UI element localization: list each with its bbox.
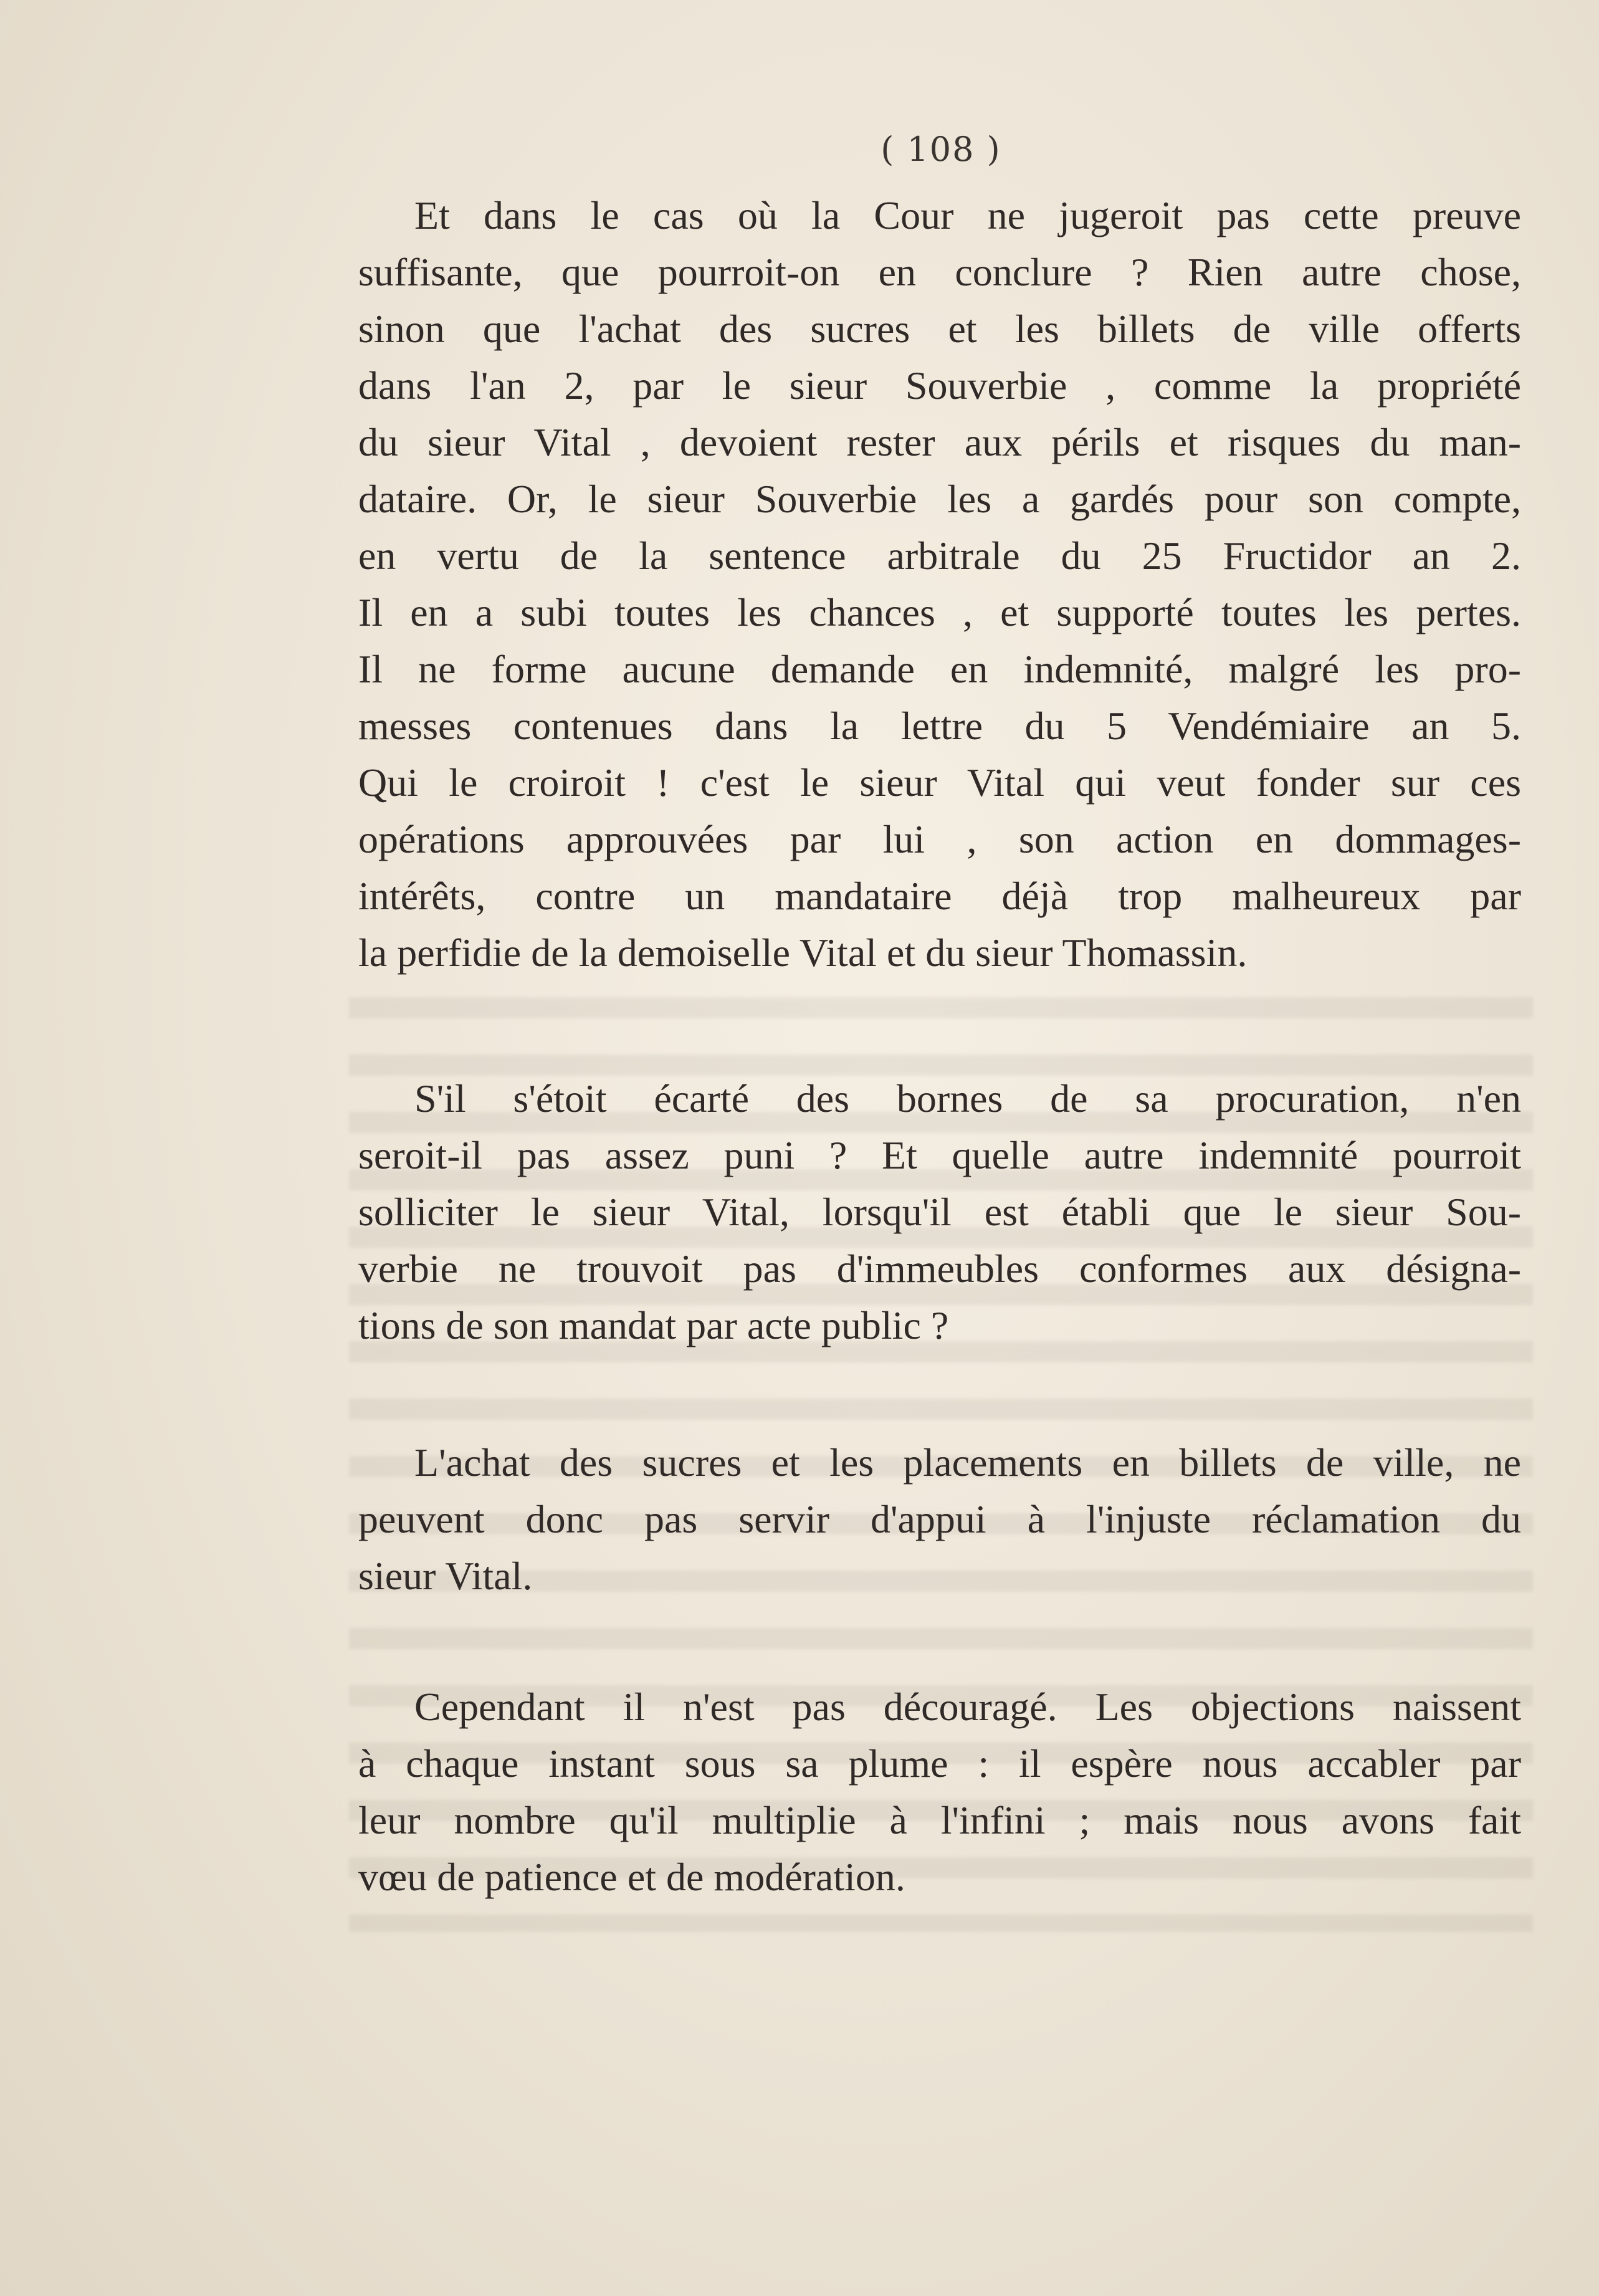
text-line: sieur Vital. [358, 1554, 533, 1598]
text-line: suffisante, que pourroit-on en conclure ? Rien autre chose, [358, 250, 1521, 294]
text-line: à chaque instant sous sa plume : il espère nous accabler par [358, 1741, 1521, 1786]
text-line: Et dans le cas où la Cour ne jugeroit pas cette preuve [414, 193, 1521, 237]
text-line: verbie ne trouvoit pas d'immeubles conformes aux désigna- [358, 1246, 1521, 1291]
text-line: du sieur Vital , devoient rester aux périls et risques du man- [358, 420, 1521, 464]
text-line: intérêts, contre un mandataire déjà trop malheureux par [358, 874, 1521, 918]
text-line: peuvent donc pas servir d'appui à l'injuste réclamation du [358, 1497, 1521, 1541]
text-line: opérations approuvées par lui , son action en dommages- [358, 817, 1521, 861]
text-line: dans l'an 2, par le sieur Souverbie , comme la propriété [358, 363, 1521, 408]
paragraph-2 [358, 1070, 1521, 1354]
text-line: solliciter le sieur Vital, lorsqu'il est établi que le sieur Sou- [358, 1190, 1521, 1234]
text-line: tions de son mandat par acte public ? [358, 1303, 949, 1347]
text-line: dataire. Or, le sieur Souverbie les a gardés pour son compte, [358, 477, 1521, 521]
paragraph-1 [358, 187, 1521, 981]
text-line: seroit-il pas assez puni ? Et quelle autre indemnité pourroit [358, 1133, 1521, 1177]
text-line: vœu de patience et de modération. [358, 1855, 905, 1899]
text-line: messes contenues dans la lettre du 5 Vendémiaire an 5. [358, 704, 1521, 748]
text-line: Qui le croiroit ! c'est le sieur Vital qui veut fonder sur ces [358, 760, 1521, 805]
text-line: L'achat des sucres et les placements en billets de ville, ne [414, 1440, 1521, 1485]
text-line: Cependant il n'est pas découragé. Les objections naissent [414, 1685, 1521, 1729]
page-number: ( 108 ) [881, 130, 1001, 169]
text-line: leur nombre qu'il multiplie à l'infini ; mais nous avons fait [358, 1798, 1521, 1842]
text-line: la perfidie de la demoiselle Vital et du sieur Thomassin. [358, 930, 1248, 975]
paragraph-3 [358, 1434, 1521, 1604]
text-line: Il ne forme aucune demande en indemnité, malgré les pro- [358, 647, 1521, 691]
paragraph-4 [358, 1678, 1521, 1905]
text-line: en vertu de la sentence arbitrale du 25 Fructidor an 2. [358, 533, 1521, 578]
text-line: Il en a subi toutes les chances , et supporté toutes les pertes. [358, 590, 1521, 634]
text-line: sinon que l'achat des sucres et les billets de ville offerts [358, 307, 1521, 351]
text-line: S'il s'étoit écarté des bornes de sa procuration, n'en [414, 1076, 1521, 1121]
